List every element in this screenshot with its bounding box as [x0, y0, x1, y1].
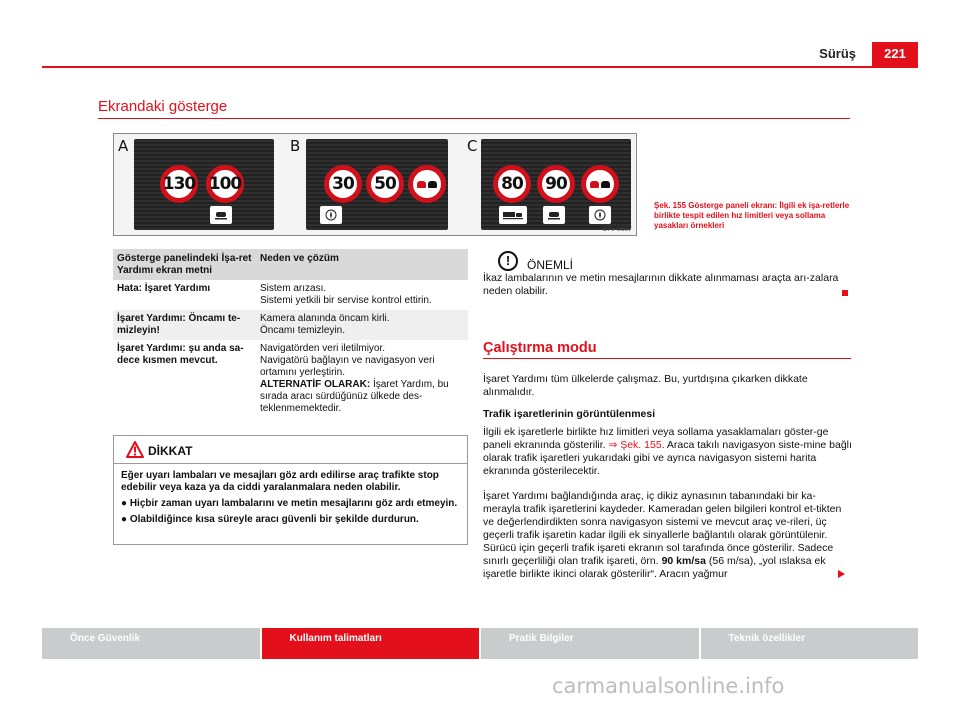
speed-limit-sign: 80 — [493, 165, 531, 203]
speed-limit-sign: 30 — [324, 165, 362, 203]
table-cell: İşaret Yardımı: şu anda sa-dece kısmen mevcut. — [117, 343, 244, 366]
instrument-display-figure — [113, 133, 637, 236]
table-row — [113, 310, 468, 340]
warning-title: DİKKAT — [148, 444, 193, 458]
table-cell-line — [260, 379, 464, 415]
heading-rule — [98, 118, 850, 119]
continue-arrow-icon — [838, 570, 845, 578]
table-cell — [256, 310, 468, 340]
main-heading: Ekrandaki gösterge — [98, 98, 228, 115]
panel-letter: B — [290, 137, 301, 155]
warning-triangle-icon — [126, 441, 144, 463]
no-overtaking-sign-icon — [408, 165, 446, 203]
paragraph-text: (56 m/sa), „yol ıslaksa ek işaretle birlikte ikinci olarak gösterilir“. Aracın yağmur — [483, 555, 826, 580]
vehicle-supplementary-sign-icon — [210, 206, 232, 224]
table-cell-line: Sistem arızası. — [260, 283, 327, 294]
navigation-supplementary-sign-icon — [589, 206, 611, 224]
header-rule — [42, 66, 918, 68]
alternative-text: İşaret Yardım, bu sırada aracı sürdüğünüz ülkede des-teklenmemektedir. — [260, 379, 449, 414]
table-cell — [256, 340, 468, 418]
paragraph-text: İlgili ek işaretlerle birlikte hız limitleri veya sollama yasaklamaları göster-ge paneli ekranında gösterilir. — [483, 426, 829, 451]
figure-panel-b — [286, 134, 461, 235]
message-table — [113, 249, 468, 418]
warning-box — [113, 435, 468, 545]
note-title: ÖNEMLİ — [527, 258, 574, 272]
display-screen — [134, 139, 274, 230]
figure-panel-a — [114, 134, 284, 235]
figure-reference-link[interactable]: ⇒ Şek. 155 — [608, 439, 662, 451]
display-screen — [481, 139, 631, 230]
speed-limit-sign: 130 — [160, 165, 198, 203]
figure-panel-c — [463, 134, 638, 235]
speed-limit-sign: 100 — [206, 165, 244, 203]
alternative-label: ALTERNATİF OLARAK: — [260, 379, 371, 390]
speed-value: 90 km/sa — [661, 555, 706, 567]
paragraph — [483, 490, 853, 581]
note-text: İkaz lambalarının ve metin mesajlarının dikkate alınmaması araçta arı-zalara neden olabilir. — [483, 272, 839, 297]
footer-tab-safety[interactable]: Önce Güvenlik — [42, 628, 260, 659]
footer-tab-technical[interactable]: Teknik özellikler — [701, 628, 919, 659]
figure-code: B7V-0607 — [602, 226, 632, 233]
exclamation-circle-icon: ! — [498, 251, 518, 271]
paragraph-text: İşaret Yardımı bağlandığında araç, iç dikiz aynasının tabanındaki bir ka-merayla trafik işaretlerini kaydeder. Kameradan gelen bilgileri kontrol et-tikten ve değerlendirdikten sonra navigasyon sistemi ve mevcut araç ve-rileri, üç geçerli trafik işaretin kadar ilgili ek sinyallerle bağlantılı olarak görüntülenir. Sürücü için geçerli trafik işareti ekranın sol tarafında önce gösterilir. Sadece sınırlı geçerliliği olan trafik işareti, örn. — [483, 490, 842, 567]
warning-bullet: ● Olabildiğince kısa süreyle aracı güvenli bir şekilde durdurun. — [121, 514, 419, 525]
table-row — [113, 340, 468, 418]
table-cell-line: Öncamı temizleyin. — [260, 325, 346, 336]
panel-letter: C — [467, 137, 478, 155]
table-cell-line: Navigatörden veri iletilmiyor. — [260, 343, 386, 354]
warning-body — [114, 464, 467, 526]
table-header-cell: Gösterge panelindeki İşa-ret Yardımı ekran metni — [113, 249, 256, 280]
paragraph — [483, 426, 853, 478]
warning-bullet: ● Hiçbir zaman uyarı lambalarını ve metin mesajlarını göz ardı etmeyin. — [121, 498, 458, 509]
table-header-row — [113, 249, 468, 280]
watermark: carmanualsonline.info — [552, 674, 785, 698]
table-row — [113, 280, 468, 310]
section-heading-rule — [483, 358, 851, 359]
warning-bullet-text: Olabildiğince kısa süreyle aracı güvenli bir şekilde durdurun. — [129, 514, 419, 525]
display-screen — [306, 139, 448, 230]
speed-limit-sign: 50 — [366, 165, 404, 203]
footer-tab-practical[interactable]: Pratik Bilgiler — [481, 628, 699, 659]
section-heading: Çalıştırma modu — [483, 340, 597, 356]
speed-limit-sign: 90 — [537, 165, 575, 203]
table-cell-line: Kamera alanında öncam kirli. — [260, 313, 390, 324]
page-number: 221 — [872, 42, 918, 66]
table-cell — [256, 280, 468, 310]
warning-title-row — [114, 436, 467, 464]
paragraph: İşaret Yardımı tüm ülkelerde çalışmaz. Bu, yurtdışına çıkarken dikkate alınmalıdır. — [483, 373, 808, 398]
table-cell: Hata: İşaret Yardımı — [117, 283, 211, 294]
section-end-marker-icon — [842, 290, 848, 296]
section-title: Sürüş — [819, 46, 856, 61]
subheading: Trafik işaretlerinin görüntülenmesi — [483, 408, 656, 420]
footer-nav — [42, 628, 918, 659]
navigation-supplementary-sign-icon — [320, 206, 342, 224]
table-cell: İşaret Yardımı: Öncamı te-mizleyin! — [113, 310, 256, 340]
vehicle-supplementary-sign-icon — [543, 206, 565, 224]
panel-letter: A — [118, 137, 129, 155]
paragraph-text: . Araca takılı navigasyon siste-mine bağlı olarak trafik işaretleri yukarıdaki gibi ve ayrıca navigasyon sistemi harita ekranında gösterilecektir. — [483, 439, 852, 477]
footer-tab-instructions[interactable]: Kullanım talimatları — [262, 628, 480, 659]
warning-bullet-text: Hiçbir zaman uyarı lambalarını ve metin mesajlarını göz ardı etmeyin. — [129, 498, 458, 509]
truck-supplementary-sign-icon — [499, 206, 527, 224]
table-cell-line: Navigatörü bağlayın ve navigasyon veri ortamını yerleştirin. — [260, 355, 435, 378]
no-overtaking-sign-icon — [581, 165, 619, 203]
table-cell-line: Sistemi yetkili bir servise kontrol ettirin. — [260, 295, 432, 306]
warning-intro: Eğer uyarı lambaları ve mesajları göz ardı edilirse araç trafikte stop edebilir veya kaza ya da ciddi yaralanmalara neden olabilir. — [121, 470, 439, 493]
figure-caption: Şek. 155 Gösterge paneli ekranı: İlgili ek işa-retlerle birlikte tespit edilen hız limitleri veya sollama yasakları örnekleri — [654, 201, 850, 230]
table-header-cell: Neden ve çözüm — [256, 249, 468, 280]
